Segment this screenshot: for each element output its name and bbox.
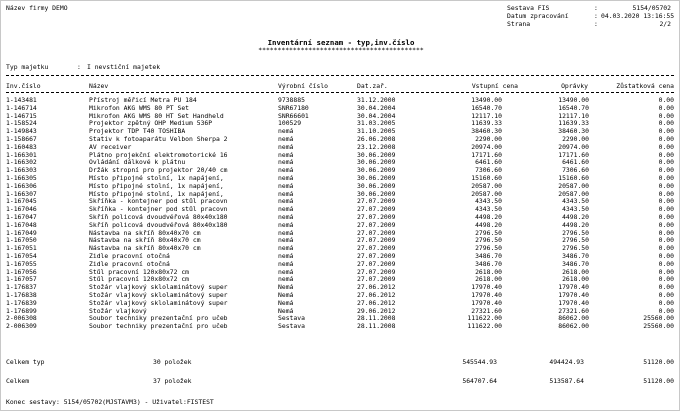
total-all-opravky: 513587.64: [549, 377, 584, 385]
table-row: [6, 175, 674, 183]
inv-cislo-cell: 1-166305: [6, 174, 37, 182]
opravky-cell: 2796.50: [562, 245, 589, 253]
zustatkova-cena-cell: 0.00: [658, 268, 674, 276]
inv-cislo-cell: 1-167049: [6, 229, 37, 237]
datum-cell: 23.12.2008: [357, 143, 396, 151]
inv-cislo-cell: 1-158667: [6, 135, 37, 143]
zustatkova-cena-cell: 0.00: [658, 252, 674, 260]
datum-cell: 30.04.2004: [357, 112, 396, 120]
title-underline: *******************************************: [258, 47, 424, 54]
inv-cislo-cell: 1-176839: [6, 299, 37, 307]
vstupni-cena-cell: 3486.70: [475, 252, 502, 260]
meta-value-page: 2/2: [659, 20, 671, 28]
meta-value-date: 04.03.2020 13:16:55: [601, 12, 675, 20]
nazev-cell: Ovládání dálkové k plátnu: [89, 159, 186, 167]
vyrobni-cislo-cell: nemá: [278, 221, 294, 229]
datum-cell: 27.07.2009: [357, 237, 396, 245]
inv-cislo-cell: 1-167057: [6, 276, 37, 284]
datum-cell: 31.03.2005: [357, 120, 396, 128]
vyrobni-cislo-cell: nemá: [278, 260, 294, 268]
datum-cell: 30.06.2009: [357, 167, 396, 175]
col-nazev: Název: [89, 82, 109, 90]
opravky-cell: 27321.60: [558, 307, 589, 315]
opravky-cell: 2796.50: [562, 229, 589, 237]
zustatkova-cena-cell: 0.00: [658, 206, 674, 214]
nazev-cell: Soubor techniky prezentační pro učeb: [89, 323, 228, 331]
table-row: [6, 245, 674, 253]
datum-cell: 30.04.2004: [357, 104, 396, 112]
meta-value-report: 5154/05702: [632, 4, 671, 12]
opravky-cell: 86062.00: [558, 323, 589, 331]
group-value: I nevstiční majetek: [87, 63, 161, 71]
vstupni-cena-cell: 27321.60: [471, 307, 502, 315]
vstupni-cena-cell: 111622.00: [467, 315, 502, 323]
inv-cislo-cell: 1-166302: [6, 159, 37, 167]
vyrobni-cislo-cell: nemá: [278, 198, 294, 206]
vyrobni-cislo-cell: nemá: [278, 237, 294, 245]
table-row: [6, 183, 674, 191]
zustatkova-cena-cell: 0.00: [658, 112, 674, 120]
nazev-cell: Plátno projekční elektromotorické 16: [89, 151, 228, 159]
opravky-cell: 12117.10: [558, 112, 589, 120]
vyrobni-cislo-cell: nemá: [278, 213, 294, 221]
vyrobni-cislo-cell: nemá: [278, 159, 294, 167]
nazev-cell: Nástavba na skříň 80x40x70 cm: [89, 245, 201, 253]
asset-table: [6, 97, 674, 331]
zustatkova-cena-cell: 0.00: [658, 104, 674, 112]
datum-cell: 30.06.2009: [357, 182, 396, 190]
nazev-cell: Skříňka - kontejner pod stůl pracovn: [89, 198, 228, 206]
datum-cell: 27.06.2012: [357, 291, 396, 299]
zustatkova-cena-cell: 0.00: [658, 307, 674, 315]
inv-cislo-cell: 1-167048: [6, 221, 37, 229]
vyrobni-cislo-cell: nemá: [278, 190, 294, 198]
inv-cislo-cell: 1-176838: [6, 291, 37, 299]
nazev-cell: Projektor TDP T40 TOSHIBA: [89, 128, 186, 136]
report-title: Inventární seznam - typ,inv.číslo: [267, 38, 415, 47]
opravky-cell: 2290.00: [562, 135, 589, 143]
report-footer: Konec sestavy: 5154/05702(MJSTAVM3) - Uživatel:FISTEST: [6, 398, 214, 406]
vyrobni-cislo-cell: nemá: [278, 128, 294, 136]
vyrobni-cislo-cell: 100529: [278, 120, 302, 128]
vstupni-cena-cell: 4343.50: [475, 198, 502, 206]
opravky-cell: 17171.60: [558, 151, 589, 159]
inv-cislo-cell: 1-146715: [6, 112, 37, 120]
opravky-cell: 17970.40: [558, 291, 589, 299]
vstupni-cena-cell: 6461.60: [475, 159, 502, 167]
total-all-zustatkova: 51120.00: [643, 377, 674, 385]
nazev-cell: Mikrofon AKG WMS 80 PT Set: [89, 104, 190, 112]
nazev-cell: Místo připojné stolní, 1x napájení,: [89, 182, 224, 190]
opravky-cell: 3486.70: [562, 252, 589, 260]
inv-cislo-cell: 1-167047: [6, 213, 37, 221]
table-row: [6, 105, 674, 113]
meta-label-report: Sestava FIS: [507, 4, 550, 12]
nazev-cell: Stůl pracovní 120x80x72 cm: [89, 276, 190, 284]
opravky-cell: 4343.50: [562, 198, 589, 206]
col-vstupni-cena: Vstupní cena: [471, 82, 518, 90]
nazev-cell: Skříňka - kontejner pod stůl pracovn: [89, 206, 228, 214]
vyrobni-cislo-cell: nemá: [278, 174, 294, 182]
asset-table-body: [6, 97, 674, 331]
inv-cislo-cell: 1-176837: [6, 284, 37, 292]
header-divider-bottom: [6, 92, 674, 93]
vyrobni-cislo-cell: 9738885: [278, 97, 305, 104]
zustatkova-cena-cell: 0.00: [658, 128, 674, 136]
inv-cislo-cell: 1-167045: [6, 198, 37, 206]
zustatkova-cena-cell: 0.00: [658, 284, 674, 292]
zustatkova-cena-cell: 0.00: [658, 182, 674, 190]
inv-cislo-cell: 1-158524: [6, 120, 37, 128]
vstupni-cena-cell: 2796.50: [475, 245, 502, 253]
nazev-cell: Skříň policová dvoudvéřová 80x40x180: [89, 221, 228, 229]
inv-cislo-cell: 1-149843: [6, 128, 37, 136]
inv-cislo-cell: 1-160483: [6, 143, 37, 151]
datum-cell: 27.06.2012: [357, 299, 396, 307]
inv-cislo-cell: 1-167046: [6, 206, 37, 214]
zustatkova-cena-cell: 0.00: [658, 276, 674, 284]
zustatkova-cena-cell: 25560.00: [643, 315, 674, 323]
inv-cislo-cell: 1-176899: [6, 307, 37, 315]
zustatkova-cena-cell: 0.00: [658, 198, 674, 206]
nazev-cell: Projektor zpětný OHP Medium 536P: [89, 120, 213, 128]
inv-cislo-cell: 1-143481: [6, 97, 37, 104]
nazev-cell: Židle pracovní otočná: [89, 260, 170, 268]
zustatkova-cena-cell: 0.00: [658, 221, 674, 229]
zustatkova-cena-cell: 0.00: [658, 237, 674, 245]
vstupni-cena-cell: 3486.70: [475, 260, 502, 268]
inv-cislo-cell: 1-167055: [6, 260, 37, 268]
col-datum-zarazeni: Dat.zař.: [357, 82, 388, 90]
total-type-count: 30 položek: [153, 358, 192, 366]
meta-sep-page: :: [594, 20, 598, 28]
opravky-cell: 4498.20: [562, 213, 589, 221]
inv-cislo-cell: 2-006309: [6, 323, 37, 331]
vstupni-cena-cell: 38460.30: [471, 128, 502, 136]
zustatkova-cena-cell: 0.00: [658, 167, 674, 175]
nazev-cell: Soubor techniky prezentační pro učeb: [89, 315, 228, 323]
total-type-label: Celkem typ: [6, 358, 45, 366]
total-all-count: 37 položek: [153, 377, 192, 385]
opravky-cell: 2796.50: [562, 237, 589, 245]
inv-cislo-cell: 1-167056: [6, 268, 37, 276]
inv-cislo-cell: 1-166306: [6, 182, 37, 190]
vstupni-cena-cell: 2796.50: [475, 229, 502, 237]
table-row: [6, 276, 674, 284]
table-row: [6, 128, 674, 136]
opravky-cell: 2618.00: [562, 268, 589, 276]
vyrobni-cislo-cell: nemá: [278, 167, 294, 175]
table-row: [6, 308, 674, 316]
table-row: [6, 152, 674, 160]
col-zustatkova-cena: Zůstatková cena: [616, 82, 674, 90]
datum-cell: 27.07.2009: [357, 198, 396, 206]
nazev-cell: Místo připojné stolní, 1x napájení,: [89, 190, 224, 198]
zustatkova-cena-cell: 0.00: [658, 229, 674, 237]
datum-cell: 30.06.2009: [357, 151, 396, 159]
datum-cell: 27.07.2009: [357, 206, 396, 214]
inv-cislo-cell: 1-166301: [6, 151, 37, 159]
vyrobni-cislo-cell: nemá: [278, 151, 294, 159]
table-row: [6, 300, 674, 308]
datum-cell: 30.06.2009: [357, 174, 396, 182]
nazev-cell: Stožár vlajkový sklolaminátový super: [89, 284, 228, 292]
datum-cell: 27.07.2009: [357, 268, 396, 276]
table-row: [6, 214, 674, 222]
group-separator: :: [77, 63, 81, 71]
opravky-cell: 86062.00: [558, 315, 589, 323]
vstupni-cena-cell: 7306.60: [475, 167, 502, 175]
header-divider-top: [6, 75, 674, 76]
opravky-cell: 13490.00: [558, 97, 589, 104]
vyrobni-cislo-cell: nemá: [278, 229, 294, 237]
vstupni-cena-cell: 13490.00: [471, 97, 502, 104]
nazev-cell: Židle pracovní otočná: [89, 252, 170, 260]
vstupni-cena-cell: 2796.50: [475, 237, 502, 245]
meta-sep-date: :: [594, 12, 598, 20]
datum-cell: 27.07.2009: [357, 252, 396, 260]
table-row: [6, 167, 674, 175]
nazev-cell: Mikrofon AKG WMS 80 HT Set Handheld: [89, 112, 224, 120]
vyrobni-cislo-cell: nemá: [278, 182, 294, 190]
nazev-cell: Stůl pracovní 120x80x72 cm: [89, 268, 190, 276]
inv-cislo-cell: 1-166307: [6, 190, 37, 198]
opravky-cell: 20587.00: [558, 190, 589, 198]
datum-cell: 30.06.2009: [357, 190, 396, 198]
col-inv-cislo: Inv.číslo: [6, 82, 41, 90]
col-vyrobni-cislo: Výrobní číslo: [278, 82, 329, 90]
nazev-cell: Stožár vlajkový sklolaminátový super: [89, 291, 228, 299]
vstupni-cena-cell: 20587.00: [471, 190, 502, 198]
vyrobni-cislo-cell: nemá: [278, 276, 294, 284]
vyrobni-cislo-cell: Nemá: [278, 291, 294, 299]
datum-cell: 27.07.2009: [357, 213, 396, 221]
total-all-vstupni: 564707.64: [462, 377, 497, 385]
zustatkova-cena-cell: 0.00: [658, 190, 674, 198]
meta-label-date: Datum zpracování: [507, 12, 569, 20]
nazev-cell: Držák stropní pro projektor 20/40 cm: [89, 167, 228, 175]
vstupni-cena-cell: 4498.20: [475, 221, 502, 229]
opravky-cell: 17970.40: [558, 299, 589, 307]
opravky-cell: 16540.70: [558, 104, 589, 112]
datum-cell: 27.07.2009: [357, 221, 396, 229]
meta-sep-report: :: [594, 4, 598, 12]
total-type-opravky: 494424.93: [549, 358, 584, 366]
zustatkova-cena-cell: 0.00: [658, 143, 674, 151]
total-type-vstupni: 545544.93: [462, 358, 497, 366]
nazev-cell: Přístroj měřicí Metra PU 184: [89, 97, 197, 104]
vyrobni-cislo-cell: nemá: [278, 252, 294, 260]
col-opravky: Oprávky: [561, 82, 588, 90]
datum-cell: 27.06.2012: [357, 284, 396, 292]
table-row: [6, 120, 674, 128]
zustatkova-cena-cell: 0.00: [658, 174, 674, 182]
table-row: [6, 191, 674, 199]
vstupni-cena-cell: 111622.00: [467, 323, 502, 331]
table-row: [6, 323, 674, 331]
opravky-cell: 20974.00: [558, 143, 589, 151]
meta-label-page: Strana: [507, 20, 531, 28]
vstupni-cena-cell: 11639.33: [471, 120, 502, 128]
opravky-cell: 17970.40: [558, 284, 589, 292]
vstupni-cena-cell: 20587.00: [471, 182, 502, 190]
opravky-cell: 20587.00: [558, 182, 589, 190]
zustatkova-cena-cell: 0.00: [658, 120, 674, 128]
table-row: [6, 206, 674, 214]
nazev-cell: AV receiver: [89, 143, 132, 151]
table-row: [6, 292, 674, 300]
vstupni-cena-cell: 20974.00: [471, 143, 502, 151]
zustatkova-cena-cell: 0.00: [658, 97, 674, 104]
vstupni-cena-cell: 17970.40: [471, 291, 502, 299]
table-row: [6, 97, 674, 105]
inv-cislo-cell: 1-167054: [6, 252, 37, 260]
datum-cell: 31.10.2005: [357, 128, 396, 136]
datum-cell: 31.12.2000: [357, 97, 396, 104]
vyrobni-cislo-cell: nemá: [278, 206, 294, 214]
datum-cell: 27.07.2009: [357, 260, 396, 268]
table-row: [6, 261, 674, 269]
opravky-cell: 4343.50: [562, 206, 589, 214]
total-all-label: Celkem: [6, 377, 30, 385]
vstupni-cena-cell: 16540.70: [471, 104, 502, 112]
opravky-cell: 2618.00: [562, 276, 589, 284]
vstupni-cena-cell: 17970.40: [471, 284, 502, 292]
zustatkova-cena-cell: 0.00: [658, 135, 674, 143]
group-label: Typ majetku: [6, 63, 49, 71]
table-row: [6, 222, 674, 230]
table-row: [6, 284, 674, 292]
nazev-cell: Stativ k fotoaparátu Velbon Sherpa 2: [89, 135, 228, 143]
vstupni-cena-cell: 4498.20: [475, 213, 502, 221]
opravky-cell: 3486.70: [562, 260, 589, 268]
vstupni-cena-cell: 17171.60: [471, 151, 502, 159]
vyrobni-cislo-cell: nemá: [278, 268, 294, 276]
opravky-cell: 38460.30: [558, 128, 589, 136]
nazev-cell: Místo připojné stolní, 1x napájení,: [89, 174, 224, 182]
table-row: [6, 159, 674, 167]
opravky-cell: 11639.33: [558, 120, 589, 128]
nazev-cell: Nástavba na skříň 80x40x70 cm: [89, 229, 201, 237]
company-name: Název firmy DEMO: [6, 4, 68, 12]
total-type-zustatkova: 51120.00: [643, 358, 674, 366]
vyrobni-cislo-cell: Nemá: [278, 284, 294, 292]
opravky-cell: 4498.20: [562, 221, 589, 229]
zustatkova-cena-cell: 0.00: [658, 159, 674, 167]
vstupni-cena-cell: 4343.50: [475, 206, 502, 214]
table-row: [6, 269, 674, 277]
inv-cislo-cell: 1-167050: [6, 237, 37, 245]
table-row: [6, 144, 674, 152]
datum-cell: 29.06.2012: [357, 307, 396, 315]
inv-cislo-cell: 2-006308: [6, 315, 37, 323]
vyrobni-cislo-cell: Nemá: [278, 299, 294, 307]
vstupni-cena-cell: 17970.40: [471, 299, 502, 307]
datum-cell: 27.07.2009: [357, 229, 396, 237]
datum-cell: 30.06.2009: [357, 159, 396, 167]
zustatkova-cena-cell: 0.00: [658, 299, 674, 307]
zustatkova-cena-cell: 0.00: [658, 151, 674, 159]
vyrobni-cislo-cell: Nemá: [278, 307, 294, 315]
vstupni-cena-cell: 2290.00: [475, 135, 502, 143]
zustatkova-cena-cell: 0.00: [658, 291, 674, 299]
datum-cell: 26.06.2008: [357, 135, 396, 143]
table-row: [6, 237, 674, 245]
inv-cislo-cell: 1-166303: [6, 167, 37, 175]
zustatkova-cena-cell: 0.00: [658, 260, 674, 268]
opravky-cell: 7306.60: [562, 167, 589, 175]
opravky-cell: 6461.60: [562, 159, 589, 167]
nazev-cell: Stožár vlajkový: [89, 307, 147, 315]
datum-cell: 27.07.2009: [357, 245, 396, 253]
vyrobni-cislo-cell: Sestava: [278, 323, 305, 331]
zustatkova-cena-cell: 25560.00: [643, 323, 674, 331]
vstupni-cena-cell: 2618.00: [475, 268, 502, 276]
table-row: [6, 136, 674, 144]
vstupni-cena-cell: 12117.10: [471, 112, 502, 120]
datum-cell: 28.11.2008: [357, 323, 396, 331]
opravky-cell: 15160.60: [558, 174, 589, 182]
inv-cislo-cell: 1-167051: [6, 245, 37, 253]
datum-cell: 27.07.2009: [357, 276, 396, 284]
datum-cell: 28.11.2008: [357, 315, 396, 323]
vyrobni-cislo-cell: nemá: [278, 143, 294, 151]
table-row: [6, 315, 674, 323]
nazev-cell: Nástavba na skříň 80x40x70 cm: [89, 237, 201, 245]
table-row: [6, 253, 674, 261]
vstupni-cena-cell: 15160.60: [471, 174, 502, 182]
nazev-cell: Skříň policová dvoudvéřová 80x40x180: [89, 213, 228, 221]
vyrobni-cislo-cell: SNR67180: [278, 104, 309, 112]
vyrobni-cislo-cell: SNR66601: [278, 112, 309, 120]
table-row: [6, 230, 674, 238]
table-row: [6, 198, 674, 206]
table-row: [6, 113, 674, 121]
inv-cislo-cell: 1-146714: [6, 104, 37, 112]
vyrobni-cislo-cell: nemá: [278, 135, 294, 143]
vyrobni-cislo-cell: Sestava: [278, 315, 305, 323]
vyrobni-cislo-cell: nemá: [278, 245, 294, 253]
nazev-cell: Stožár vlajkový sklolaminátový super: [89, 299, 228, 307]
vstupni-cena-cell: 2618.00: [475, 276, 502, 284]
zustatkova-cena-cell: 0.00: [658, 213, 674, 221]
zustatkova-cena-cell: 0.00: [658, 245, 674, 253]
